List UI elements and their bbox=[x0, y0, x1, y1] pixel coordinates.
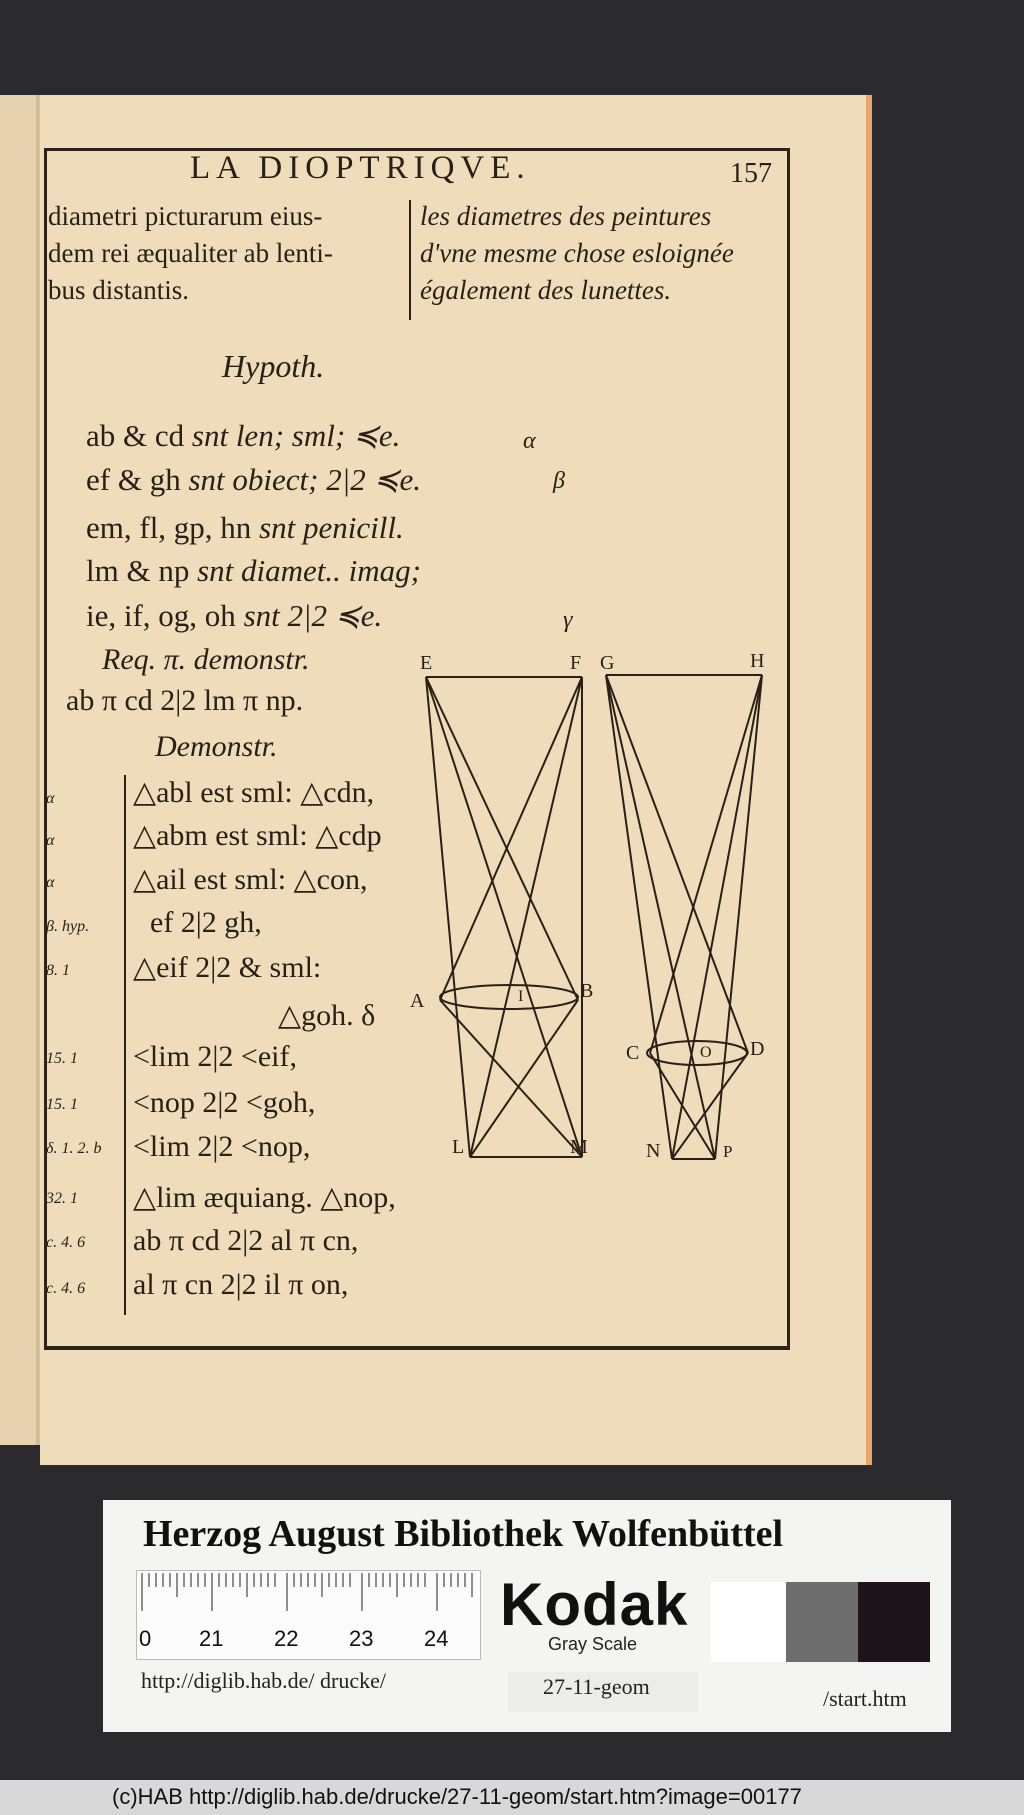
kodak-logo: Kodak bbox=[500, 1571, 689, 1638]
hypothesis-line bbox=[86, 418, 400, 454]
lens-ray-diagram bbox=[410, 645, 790, 1175]
hypothesis-line bbox=[86, 462, 421, 498]
fig-label-M: M bbox=[570, 1136, 588, 1158]
fig-label-E: E bbox=[420, 652, 433, 674]
hyp-subject: ie, if, og, oh bbox=[86, 598, 244, 633]
fig-label-H: H bbox=[750, 650, 765, 672]
column-divider bbox=[409, 200, 411, 320]
hyp-subject: lm & np bbox=[86, 553, 198, 588]
greek-mark-gamma: γ bbox=[563, 607, 573, 633]
demonstration-line: al π cn 2|2 il π on, bbox=[133, 1268, 349, 1301]
running-header: LA DIOPTRIQVE. bbox=[190, 150, 531, 186]
margin-reference: α bbox=[46, 874, 55, 891]
ruler-scale bbox=[136, 1570, 481, 1660]
hypothesis-title: Hypoth. bbox=[222, 348, 325, 384]
hypothesis-line bbox=[86, 553, 421, 589]
demonstration-line: <lim 2|2 <nop, bbox=[133, 1130, 311, 1163]
demonstration-line: △goh. δ bbox=[278, 999, 376, 1032]
greek-mark-beta: β bbox=[553, 468, 565, 494]
fig-label-C: C bbox=[626, 1042, 640, 1064]
shelfmark: 27-11-geom bbox=[543, 1674, 650, 1699]
hypothesis-line bbox=[86, 598, 382, 634]
margin-reference: c. 4. 6 bbox=[46, 1280, 86, 1297]
greek-mark-alpha: α bbox=[523, 428, 536, 454]
margin-reference: 32. 1 bbox=[46, 1190, 78, 1207]
hyp-subject: em, fl, gp, hn bbox=[86, 510, 260, 545]
french-text-block bbox=[420, 198, 734, 309]
fig-label-O: O bbox=[700, 1044, 712, 1061]
fig-label-L: L bbox=[452, 1136, 465, 1158]
gray-chip-white bbox=[711, 1582, 786, 1662]
library-name: Herzog August Bibliothek Wolfenbüttel bbox=[143, 1513, 784, 1555]
demonstration-line: <lim 2|2 <eif, bbox=[133, 1040, 297, 1073]
gray-scale-label: Gray Scale bbox=[548, 1634, 638, 1654]
fig-label-I: I bbox=[518, 988, 524, 1005]
ruler-number: 23 bbox=[349, 1626, 374, 1651]
demonstration-line: ab π cd 2|2 al π cn, bbox=[133, 1224, 359, 1257]
fig-label-N: N bbox=[646, 1140, 661, 1162]
library-url: http://diglib.hab.de/ drucke/ bbox=[141, 1668, 387, 1693]
french-line: d'vne mesme chose esloignée bbox=[420, 238, 734, 268]
start-page-path: /start.htm bbox=[823, 1686, 907, 1711]
hypothesis-line bbox=[86, 510, 404, 546]
hyp-predicate: snt diamet.. imag; bbox=[197, 553, 421, 588]
ruler-number: 0 bbox=[139, 1626, 152, 1651]
demonstration-line: △abm est sml: △cdp bbox=[133, 819, 382, 852]
hyp-predicate: snt len; sml; ≼e. bbox=[191, 418, 401, 453]
margin-reference: 8. 1 bbox=[46, 962, 70, 979]
french-line: également des lunettes. bbox=[420, 275, 672, 305]
fig-label-P: P bbox=[723, 1142, 733, 1161]
latin-line: diametri picturarum eius- bbox=[48, 201, 323, 231]
gray-chip-black bbox=[858, 1582, 930, 1662]
demonstration-line: ef 2|2 gh, bbox=[150, 906, 262, 939]
hyp-subject: ef & gh bbox=[86, 462, 189, 497]
margin-reference: δ. 1. 2. b bbox=[46, 1140, 102, 1157]
copyright-footer bbox=[0, 1780, 1024, 1815]
hyp-predicate: snt obiect; 2|2 ≼e. bbox=[188, 462, 421, 497]
fig-label-F: F bbox=[570, 652, 582, 674]
demonstration-line: △eif 2|2 & sml: bbox=[133, 951, 322, 984]
hyp-predicate: snt penicill. bbox=[259, 510, 404, 545]
hyp-subject: ab & cd bbox=[86, 418, 192, 453]
margin-reference: 15. 1 bbox=[46, 1050, 78, 1067]
margin-reference: c. 4. 6 bbox=[46, 1234, 86, 1251]
fig-label-D: D bbox=[750, 1038, 765, 1060]
demonstration-bracket bbox=[124, 775, 126, 1315]
footer-text: (c)HAB http://diglib.hab.de/drucke/27-11-geom/start.htm?image=00177 bbox=[112, 1784, 802, 1809]
margin-reference: β. hyp. bbox=[46, 918, 90, 935]
ruler-number: 24 bbox=[424, 1626, 449, 1651]
requirement-proposition: ab π cd 2|2 lm π np. bbox=[66, 684, 304, 717]
demonstration-line: <nop 2|2 <goh, bbox=[133, 1086, 316, 1119]
fig-label-G: G bbox=[600, 652, 615, 674]
french-line: les diametres des peintures bbox=[420, 201, 712, 231]
margin-reference: α bbox=[46, 832, 55, 849]
demonstration-line: △lim æquiang. △nop, bbox=[133, 1181, 396, 1214]
ruler-number: 22 bbox=[274, 1626, 299, 1651]
margin-reference: α bbox=[46, 790, 55, 807]
demonstration-line: △ail est sml: △con, bbox=[133, 863, 368, 896]
page-number: 157 bbox=[730, 158, 772, 189]
ruler-ticks-icon bbox=[137, 1571, 480, 1621]
hyp-predicate: snt 2|2 ≼e. bbox=[243, 598, 383, 633]
gray-chip-mid bbox=[786, 1582, 858, 1662]
requirement-title: Req. π. demonstr. bbox=[102, 643, 310, 676]
ruler-number: 21 bbox=[199, 1626, 224, 1651]
latin-line: bus distantis. bbox=[48, 275, 190, 305]
latin-line: dem rei æqualiter ab lenti- bbox=[48, 238, 333, 268]
fig-label-A: A bbox=[410, 990, 425, 1012]
library-color-card bbox=[103, 1500, 951, 1732]
margin-reference: 15. 1 bbox=[46, 1096, 78, 1113]
latin-text-block bbox=[48, 198, 333, 309]
demonstration-line: △abl est sml: △cdn, bbox=[133, 776, 375, 809]
fig-label-B: B bbox=[580, 980, 594, 1002]
demonstration-title: Demonstr. bbox=[155, 730, 278, 763]
